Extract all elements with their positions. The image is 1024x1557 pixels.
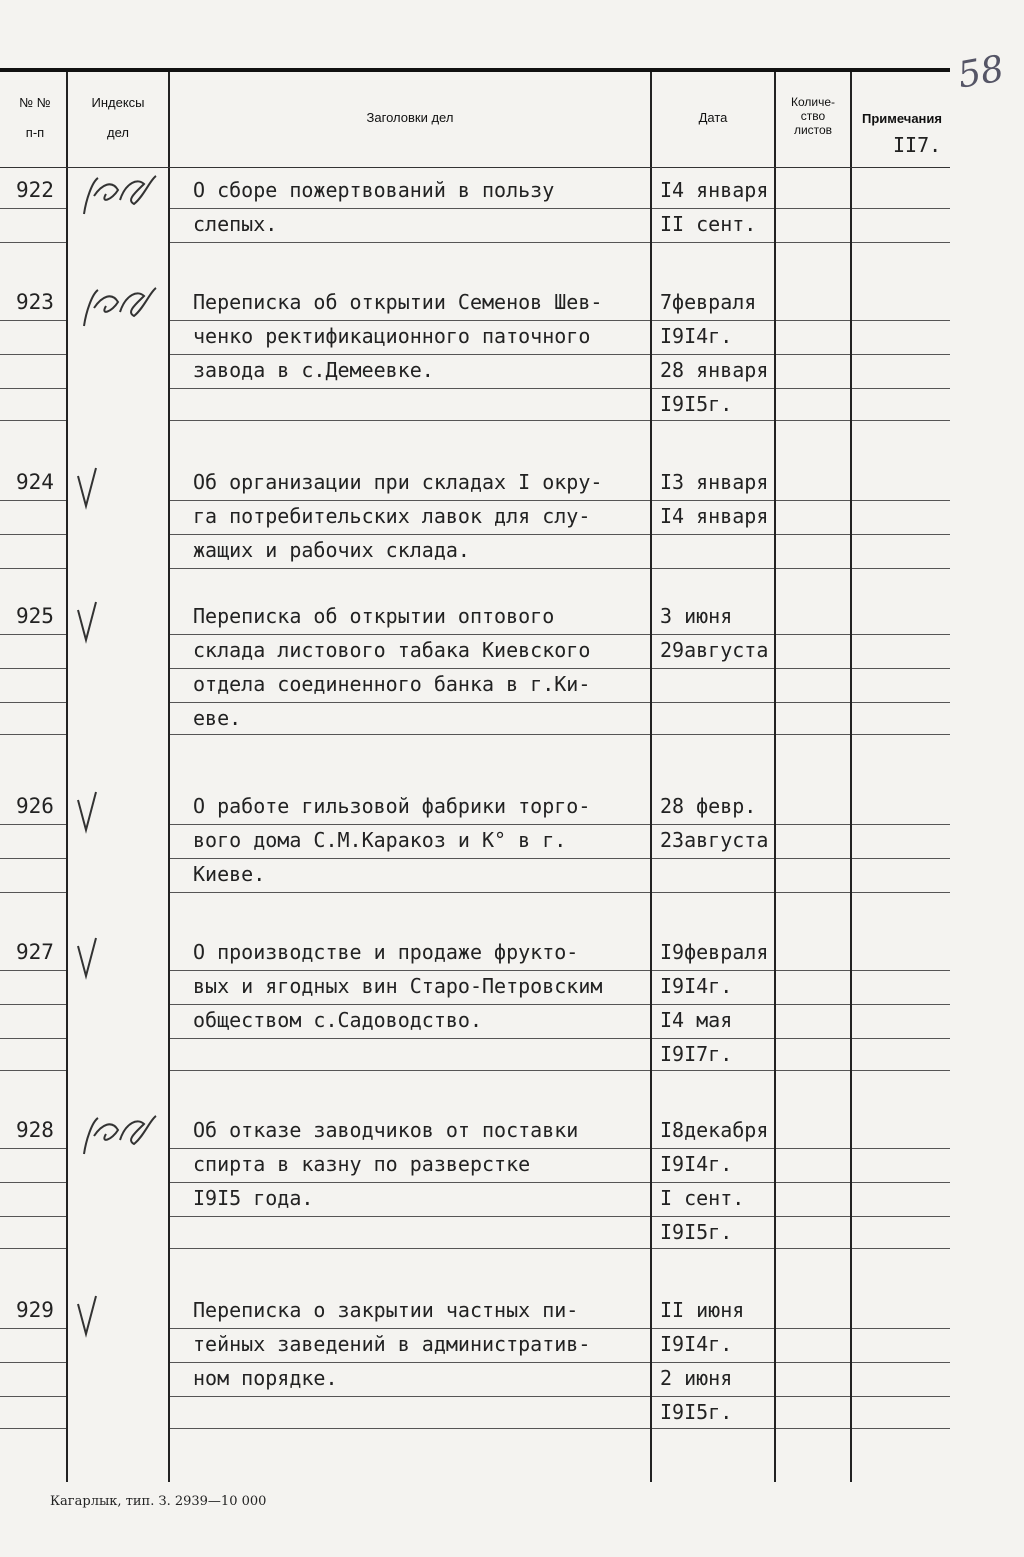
entry-title-line: Переписка об открытии Семенов Шев- bbox=[193, 290, 603, 314]
ruled-line bbox=[776, 1328, 850, 1329]
ruled-line bbox=[776, 534, 850, 535]
register-note: II7. bbox=[893, 133, 942, 157]
entry-date-line: I9I5г. bbox=[660, 392, 733, 416]
ruled-line bbox=[776, 892, 850, 893]
entry-date-line: 3 июня bbox=[660, 604, 733, 628]
handwritten-mark-icon bbox=[72, 1110, 162, 1160]
entry-title-line: Об организации при складах I окру- bbox=[193, 470, 603, 494]
entry-number: 927 bbox=[16, 940, 54, 964]
ruled-line bbox=[852, 534, 950, 535]
entry-date-line: I3 января bbox=[660, 470, 769, 494]
ruled-line bbox=[170, 320, 650, 321]
header-sheet-count: Количе- ство листов bbox=[790, 95, 836, 137]
entry-title-line: вого дома С.М.Каракоз и К° в г. bbox=[193, 828, 567, 852]
ruled-line bbox=[776, 734, 850, 735]
ruled-line bbox=[852, 500, 950, 501]
ruled-line bbox=[776, 1148, 850, 1149]
ruled-line bbox=[0, 388, 66, 389]
ruled-line bbox=[170, 420, 650, 421]
ruled-line bbox=[652, 320, 774, 321]
table-top-border bbox=[0, 68, 950, 72]
ruled-line bbox=[852, 824, 950, 825]
entry-date-line: II сент. bbox=[660, 212, 757, 236]
ruled-line bbox=[852, 668, 950, 669]
entry-title-line: Переписка о закрытии частных пи- bbox=[193, 1298, 579, 1322]
ruled-line bbox=[0, 734, 66, 735]
ruled-line bbox=[852, 1248, 950, 1249]
ruled-line bbox=[652, 420, 774, 421]
ruled-line bbox=[0, 1362, 66, 1363]
ruled-line bbox=[852, 734, 950, 735]
ruled-line bbox=[652, 1396, 774, 1397]
ruled-line bbox=[852, 858, 950, 859]
checkmark-icon bbox=[72, 462, 162, 512]
ruled-line bbox=[776, 1004, 850, 1005]
ruled-line bbox=[0, 1328, 66, 1329]
ruled-line bbox=[0, 534, 66, 535]
entry-date-line: I9I4г. bbox=[660, 1152, 733, 1176]
ruled-line bbox=[776, 1182, 850, 1183]
entry-title-line: Переписка об открытии оптового bbox=[193, 604, 555, 628]
page-number: 58 bbox=[954, 48, 1008, 97]
ruled-line bbox=[0, 634, 66, 635]
ruled-line bbox=[852, 1148, 950, 1149]
entry-date-line: 28 января bbox=[660, 358, 769, 382]
entry-date-line: I9февраля bbox=[660, 940, 769, 964]
column-divider bbox=[774, 72, 776, 1482]
ruled-line bbox=[0, 568, 66, 569]
entry-title-line: ченко ректификационного паточного bbox=[193, 324, 591, 348]
ruled-line bbox=[776, 634, 850, 635]
ruled-line bbox=[852, 568, 950, 569]
entry-title-line: I9I5 года. bbox=[193, 1186, 314, 1210]
ruled-line bbox=[776, 824, 850, 825]
ruled-line bbox=[852, 1038, 950, 1039]
ruled-line bbox=[170, 734, 650, 735]
ruled-line bbox=[0, 1248, 66, 1249]
ruled-line bbox=[776, 242, 850, 243]
ruled-line bbox=[0, 1004, 66, 1005]
ruled-line bbox=[852, 388, 950, 389]
entry-date-line: 28 февр. bbox=[660, 794, 757, 818]
entry-title-line: слепых. bbox=[193, 212, 278, 236]
entry-title-line: Киеве. bbox=[193, 862, 266, 886]
ruled-line bbox=[170, 668, 650, 669]
entry-date-line: I сент. bbox=[660, 1186, 745, 1210]
ruled-line bbox=[170, 1428, 650, 1429]
ruled-line bbox=[170, 1038, 650, 1039]
ruled-line bbox=[652, 1216, 774, 1217]
ruled-line bbox=[170, 702, 650, 703]
ruled-line bbox=[652, 1362, 774, 1363]
ruled-line bbox=[170, 388, 650, 389]
ruled-line bbox=[652, 1004, 774, 1005]
entry-title-line: спирта в казну по разверстке bbox=[193, 1152, 531, 1176]
ruled-line bbox=[170, 1396, 650, 1397]
ruled-line bbox=[0, 1070, 66, 1071]
ruled-line bbox=[0, 500, 66, 501]
ruled-line bbox=[852, 1004, 950, 1005]
ruled-line bbox=[852, 1328, 950, 1329]
ruled-line bbox=[776, 702, 850, 703]
ruled-line bbox=[652, 1148, 774, 1149]
ruled-line bbox=[0, 1148, 66, 1149]
ruled-line bbox=[852, 1182, 950, 1183]
ruled-line bbox=[0, 824, 66, 825]
ruled-line bbox=[776, 500, 850, 501]
entry-number: 923 bbox=[16, 290, 54, 314]
entry-title-line: О сборе пожертвований в пользу bbox=[193, 178, 555, 202]
ruled-line bbox=[0, 208, 66, 209]
entry-date-line: I4 января bbox=[660, 178, 769, 202]
entry-title-line: О производстве и продаже фрукто- bbox=[193, 940, 579, 964]
header-notes: Примечания bbox=[861, 111, 942, 126]
ruled-line bbox=[852, 320, 950, 321]
column-divider bbox=[850, 72, 852, 1482]
ruled-line bbox=[652, 388, 774, 389]
ruled-line bbox=[852, 208, 950, 209]
ruled-line bbox=[170, 208, 650, 209]
entry-date-line: II июня bbox=[660, 1298, 745, 1322]
ruled-line bbox=[776, 1248, 850, 1249]
ruled-line bbox=[652, 824, 774, 825]
entry-title-line: га потребительских лавок для слу- bbox=[193, 504, 591, 528]
ruled-line bbox=[0, 1216, 66, 1217]
ruled-line bbox=[652, 500, 774, 501]
entry-number: 922 bbox=[16, 178, 54, 202]
ruled-line bbox=[776, 388, 850, 389]
ruled-line bbox=[170, 1070, 650, 1071]
checkmark-icon bbox=[72, 596, 162, 646]
ruled-line bbox=[170, 1328, 650, 1329]
column-divider bbox=[66, 72, 68, 1482]
checkmark-icon bbox=[72, 932, 162, 982]
entry-date-line: I9I5г. bbox=[660, 1400, 733, 1424]
ruled-line bbox=[652, 1070, 774, 1071]
ruled-line bbox=[652, 1248, 774, 1249]
ruled-line bbox=[170, 1182, 650, 1183]
ruled-line bbox=[652, 668, 774, 669]
ruled-line bbox=[852, 1396, 950, 1397]
ruled-line bbox=[170, 1148, 650, 1149]
ruled-line bbox=[170, 970, 650, 971]
ruled-line bbox=[776, 858, 850, 859]
ruled-line bbox=[652, 1182, 774, 1183]
ruled-line bbox=[776, 354, 850, 355]
ruled-line bbox=[170, 892, 650, 893]
entry-title-line: склада листового табака Киевского bbox=[193, 638, 591, 662]
entry-date-line: I4 мая bbox=[660, 1008, 733, 1032]
ruled-line bbox=[852, 970, 950, 971]
ruled-line bbox=[652, 970, 774, 971]
entry-date-line: I4 января bbox=[660, 504, 769, 528]
ruled-line bbox=[170, 500, 650, 501]
ruled-line bbox=[776, 668, 850, 669]
ruled-line bbox=[170, 858, 650, 859]
ruled-line bbox=[852, 242, 950, 243]
ruled-line bbox=[170, 1216, 650, 1217]
ruled-line bbox=[652, 1328, 774, 1329]
header-number: № № п-п bbox=[19, 95, 51, 140]
ruled-line bbox=[652, 1428, 774, 1429]
entry-title-line: О работе гильзовой фабрики торго- bbox=[193, 794, 591, 818]
entry-date-line: I9I5г. bbox=[660, 1220, 733, 1244]
ruled-line bbox=[652, 242, 774, 243]
entry-title-line: жащих и рабочих склада. bbox=[193, 538, 470, 562]
ruled-line bbox=[776, 1038, 850, 1039]
ruled-line bbox=[0, 1396, 66, 1397]
handwritten-mark-icon bbox=[72, 282, 162, 332]
ruled-line bbox=[652, 892, 774, 893]
header-title: Заголовки дел bbox=[366, 110, 454, 125]
ruled-line bbox=[852, 702, 950, 703]
handwritten-mark-icon bbox=[72, 170, 162, 220]
ruled-line bbox=[0, 668, 66, 669]
entry-title-line: Об отказе заводчиков от поставки bbox=[193, 1118, 579, 1142]
ruled-line bbox=[776, 970, 850, 971]
ruled-line bbox=[852, 1070, 950, 1071]
ruled-line bbox=[776, 1362, 850, 1363]
ruled-line bbox=[170, 1248, 650, 1249]
entry-title-line: тейных заведений в административ- bbox=[193, 1332, 591, 1356]
ruled-line bbox=[652, 634, 774, 635]
ruled-line bbox=[776, 320, 850, 321]
ruled-line bbox=[170, 354, 650, 355]
ruled-line bbox=[776, 208, 850, 209]
printer-footer: Кагарлык, тип. З. 2939—10 000 bbox=[50, 1494, 267, 1509]
ruled-line bbox=[0, 702, 66, 703]
entry-number: 926 bbox=[16, 794, 54, 818]
ruled-line bbox=[0, 1428, 66, 1429]
ruled-line bbox=[652, 858, 774, 859]
ruled-line bbox=[170, 824, 650, 825]
ruled-line bbox=[170, 242, 650, 243]
ruled-line bbox=[170, 1004, 650, 1005]
checkmark-icon bbox=[72, 786, 162, 836]
entry-title-line: вых и ягодных вин Старо-Петровским bbox=[193, 974, 603, 998]
ruled-line bbox=[0, 320, 66, 321]
ruled-line bbox=[652, 1038, 774, 1039]
ruled-line bbox=[776, 1396, 850, 1397]
header-separator bbox=[0, 167, 950, 168]
entry-number: 929 bbox=[16, 1298, 54, 1322]
ruled-line bbox=[776, 568, 850, 569]
ruled-line bbox=[776, 1070, 850, 1071]
ruled-line bbox=[0, 420, 66, 421]
ruled-line bbox=[0, 1038, 66, 1039]
checkmark-icon bbox=[72, 1290, 162, 1340]
ruled-line bbox=[0, 858, 66, 859]
entry-date-line: I9I4г. bbox=[660, 324, 733, 348]
ruled-line bbox=[852, 634, 950, 635]
entry-title-line: ном порядке. bbox=[193, 1366, 338, 1390]
ruled-line bbox=[170, 534, 650, 535]
entry-date-line: I9I4г. bbox=[660, 974, 733, 998]
column-divider bbox=[168, 72, 170, 1482]
ruled-line bbox=[852, 1216, 950, 1217]
entry-title-line: обществом с.Садоводство. bbox=[193, 1008, 482, 1032]
ruled-line bbox=[170, 634, 650, 635]
entry-date-line: 2 июня bbox=[660, 1366, 733, 1390]
column-divider bbox=[650, 72, 652, 1482]
entry-number: 928 bbox=[16, 1118, 54, 1142]
ruled-line bbox=[852, 1362, 950, 1363]
ruled-line bbox=[652, 568, 774, 569]
entry-title-line: отдела соединенного банка в г.Ки- bbox=[193, 672, 591, 696]
ruled-line bbox=[0, 242, 66, 243]
ruled-line bbox=[0, 970, 66, 971]
entry-number: 925 bbox=[16, 604, 54, 628]
ruled-line bbox=[852, 892, 950, 893]
entry-date-line: 29августа bbox=[660, 638, 769, 662]
ruled-line bbox=[652, 208, 774, 209]
entry-number: 924 bbox=[16, 470, 54, 494]
entry-date-line: I8декабря bbox=[660, 1118, 769, 1142]
ruled-line bbox=[652, 734, 774, 735]
ruled-line bbox=[652, 702, 774, 703]
ruled-line bbox=[852, 354, 950, 355]
entry-date-line: 23августа bbox=[660, 828, 769, 852]
ruled-line bbox=[0, 354, 66, 355]
entry-date-line: I9I4г. bbox=[660, 1332, 733, 1356]
ruled-line bbox=[170, 568, 650, 569]
ruled-line bbox=[0, 1182, 66, 1183]
ruled-line bbox=[652, 534, 774, 535]
ruled-line bbox=[852, 1428, 950, 1429]
header-date: Дата bbox=[698, 110, 728, 125]
ruled-line bbox=[170, 1362, 650, 1363]
ruled-line bbox=[852, 420, 950, 421]
entry-date-line: 7февраля bbox=[660, 290, 757, 314]
ruled-line bbox=[652, 354, 774, 355]
entry-title-line: еве. bbox=[193, 706, 242, 730]
ruled-line bbox=[776, 1428, 850, 1429]
entry-date-line: I9I7г. bbox=[660, 1042, 733, 1066]
entry-title-line: завода в с.Демеевке. bbox=[193, 358, 434, 382]
ruled-line bbox=[776, 1216, 850, 1217]
ruled-line bbox=[0, 892, 66, 893]
header-index: Индексы дел bbox=[91, 95, 145, 140]
ruled-line bbox=[776, 420, 850, 421]
